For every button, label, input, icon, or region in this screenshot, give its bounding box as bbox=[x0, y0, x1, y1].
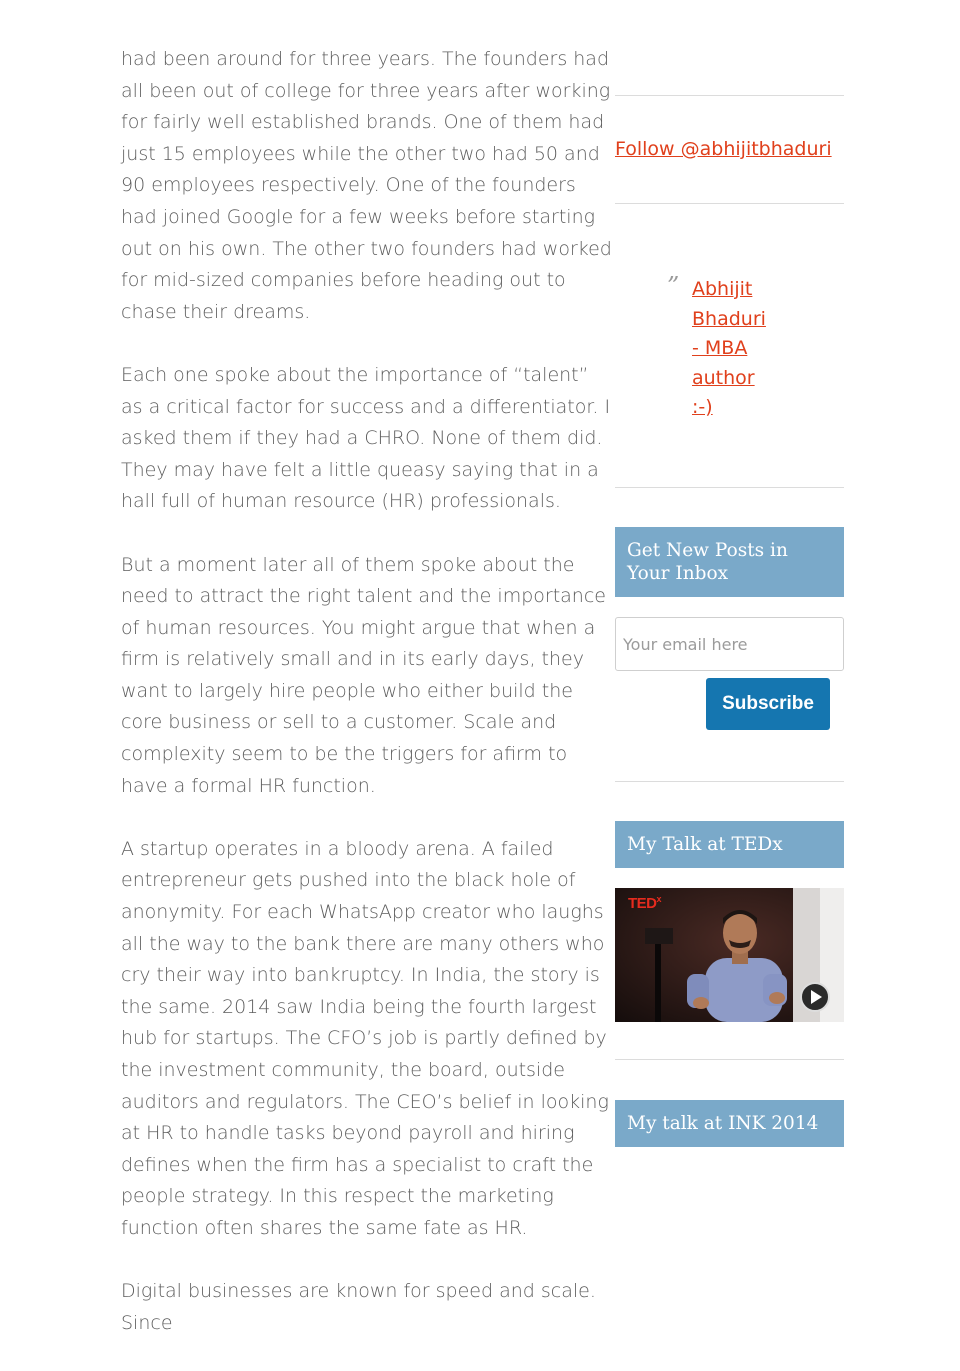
play-icon[interactable] bbox=[801, 983, 829, 1011]
quote-line: :-) bbox=[692, 396, 713, 418]
tedx-video-thumbnail[interactable] bbox=[615, 888, 844, 1022]
quote-line: author bbox=[692, 366, 755, 389]
article-body bbox=[121, 44, 615, 1371]
sidebar-divider bbox=[615, 1059, 844, 1060]
sidebar-divider bbox=[615, 203, 844, 204]
ink-widget-title: My talk at INK 2014 bbox=[615, 1100, 844, 1147]
article-paragraph: had been around for three years. The founders had all been out of college for three years after working for fairly well established brands. One of them had just 15 employees while the other two had 50 and 90 employees respectively. One of the founders had joined Google for a few weeks before starting out on his own. The other two founders had worked for mid-sized companies before heading out to chase their dreams. bbox=[121, 48, 612, 323]
tedx-logo: TED$^x$ bbox=[628, 894, 662, 912]
follow-twitter-link[interactable]: Follow @abhijitbhaduri bbox=[615, 138, 832, 160]
quote-line: Bhaduri bbox=[692, 307, 766, 330]
article-paragraph: But a moment later all of them spoke about the need to attract the right talent and the importance of human resources. You might argue that when a firm is relatively small and in its early days, they want to largely hire people who either build the core business or sell to a customer. Scale and complexity seem to be the triggers for afirm to have a formal HR function. bbox=[121, 553, 606, 797]
article-paragraph: A startup operates in a bloody arena. A failed entrepreneur gets pushed into the black hole of anonymity. For each WhatsApp creator who laughs all the way to the bank there are many others who cry their way into bankruptcy. In India, the story is the same. 2014 saw India being the fourth largest hub for startups. The CFO’s job is partly defined by the investment community, the board, outside auditors and regulators. The CEO’s belief in looking at HR to handle tasks beyond payroll and hiring defines when the firm has a specialist to craft the people strategy. In this respect the marketing function often shares the same fate as HR. bbox=[121, 837, 609, 1239]
email-field[interactable] bbox=[615, 617, 844, 671]
sidebar-divider bbox=[615, 95, 844, 96]
newsletter-widget-title: Get New Posts in Your Inbox bbox=[615, 527, 844, 597]
quote-line: Abhijit bbox=[692, 278, 753, 300]
quote-line: - MBA bbox=[692, 337, 748, 359]
article-paragraph: Digital businesses are known for speed and scale. Since bbox=[121, 1280, 596, 1334]
sidebar-divider bbox=[615, 487, 844, 488]
quote-link[interactable] bbox=[692, 275, 782, 423]
tedx-widget-title: My Talk at TEDx bbox=[615, 821, 844, 868]
article-paragraph: Each one spoke about the importance of “talent” as a critical factor for success and a differentiator. I asked them if they had a CHRO. None of them did. They may have felt a little queasy saying that in a hall full of human resource (HR) professionals. bbox=[121, 363, 611, 513]
quote-mark-icon: ” bbox=[667, 272, 680, 300]
subscribe-button[interactable]: Subscribe bbox=[706, 678, 830, 730]
sidebar-divider bbox=[615, 781, 844, 782]
